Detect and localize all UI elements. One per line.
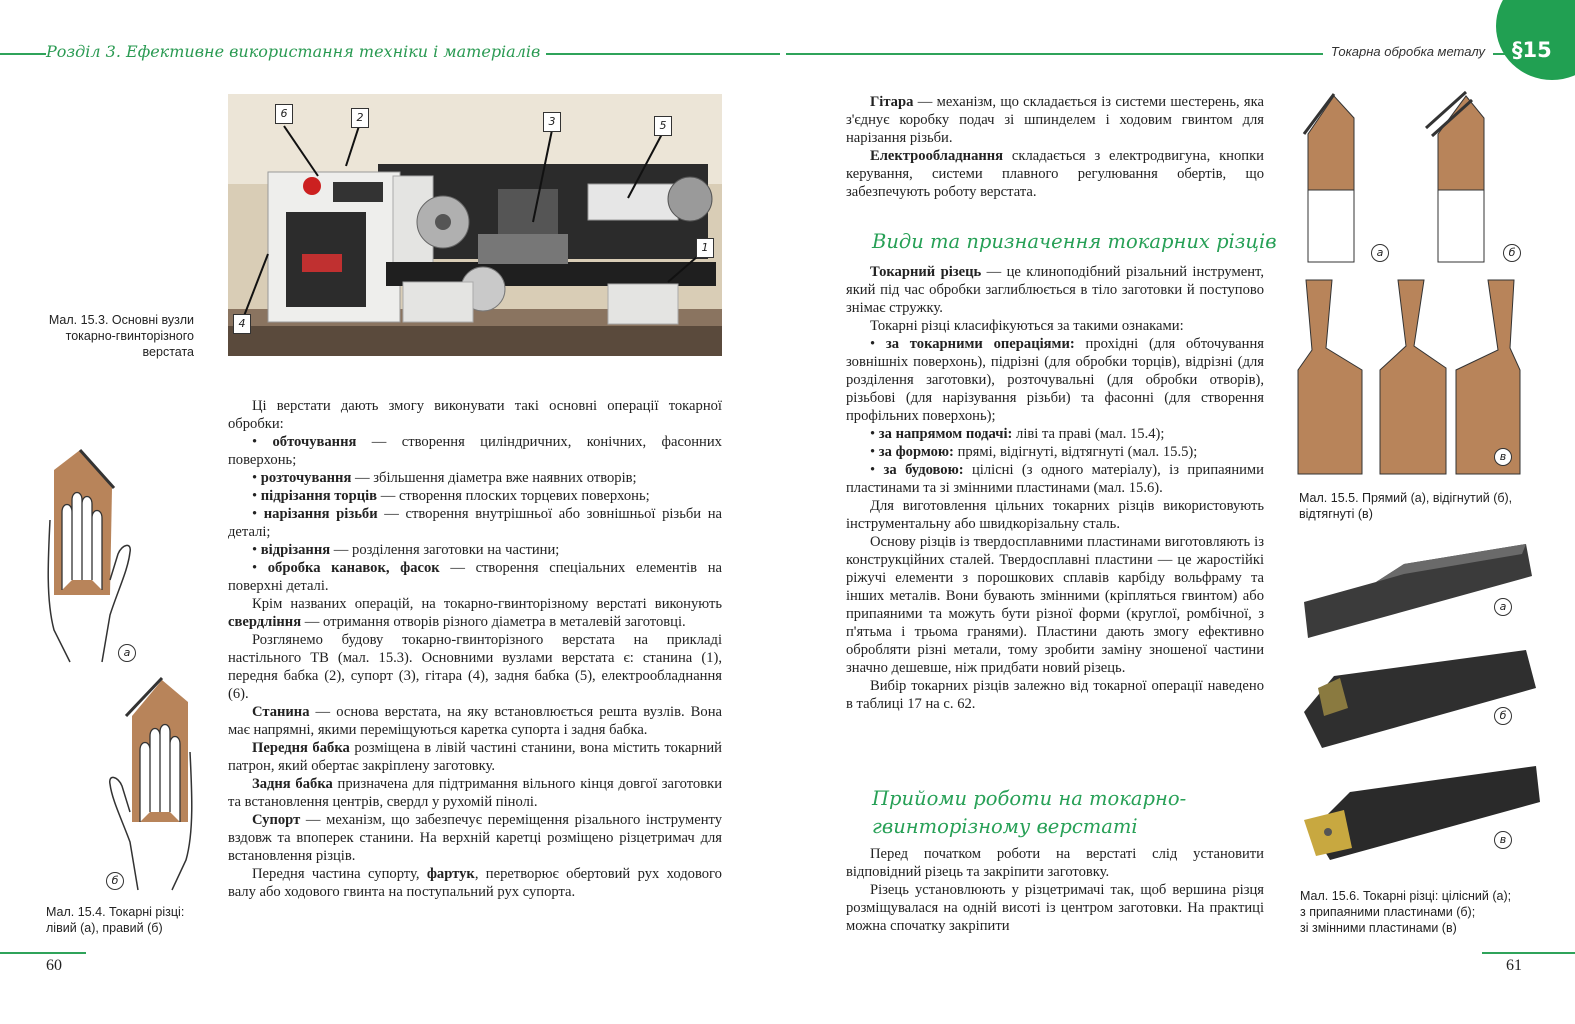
list-item: • за формою: прямі, відігнуті, відтягнуті (мал. 15.5);: [870, 444, 1198, 460]
fig-15-5-label-a: а: [1371, 244, 1389, 262]
fig-15-3-label-6: 6: [275, 104, 293, 124]
left-cutter-hand-illustration: [40, 440, 140, 665]
fig-15-3-label-3: 3: [543, 112, 561, 132]
fig-15-4-label-a: а: [118, 644, 136, 662]
list-item: • нарізання різьби — створення внутрішньої або зовнішньої різьби на деталі;: [228, 506, 723, 540]
list-item: • обточування — створення циліндричних, конічних, фасонних поверхонь;: [228, 434, 722, 468]
fig-15-4-label-b: б: [106, 872, 124, 890]
fig-15-4-caption: Мал. 15.4. Токарні різці: лівий (а), правий (б): [46, 905, 185, 935]
right-cutter-hand-illustration: [106, 672, 202, 892]
paragraph: Ці верстати дають змогу виконувати такі основні операції токарної обробки:: [228, 398, 722, 432]
right-body-text-mid: [846, 263, 1264, 713]
fig-15-6-label-v: в: [1494, 831, 1512, 849]
fig-15-6-label-b: б: [1494, 707, 1512, 725]
paragraph: Основу різців із твердосплавними пластинами виготовляють із конструкційних сталей. Твердосплавні пластини — це жаростійкі ріжучі елементи з порошкових сплавів карбіду вольфраму та інших металів. Вони бувають змінними (кріпляться гвинтом) або припаяними та можуть бути різної форми (круглої, ромбічної, з п'ятьма і трьома гранями). Пластини дають змогу ефективно обробляти різні метали, тому зробити заміну зношеної частини значно дешевше, ніж придбати новий різець.: [846, 534, 1264, 676]
caption-line: відтягнуті (в): [1299, 507, 1373, 521]
paragraph: Перед початком роботи на верстаті слід установити відповідний різець та закріпити заготовку.: [846, 846, 1264, 880]
footer-rule-left: [0, 952, 86, 954]
list-item: • обробка канавок, фасок — створення спеціальних елементів на поверхні деталі.: [228, 560, 722, 594]
paragraph: Для виготовлення цільних токарних різців використовують інструментальну або швидкорізальну сталь.: [846, 498, 1264, 532]
footer-rule-right: [1482, 952, 1575, 954]
paragraph: Крім названих операцій, на токарно-гвинторізному верстаті виконують свердління — отримання отворів різного діаметра в металевій заготовці.: [228, 596, 722, 630]
paragraph: Токарний різець — це клиноподібний різальний інструмент, який під час обробки заглиблюється в тіло заготовки й поступово знімає стружку.: [846, 264, 1264, 316]
cutter-shapes-illustration: [1296, 88, 1528, 476]
fig-15-6-caption: [1300, 888, 1540, 936]
paragraph: Токарні різці класифікуються за такими ознаками:: [870, 318, 1184, 334]
lathe-photo: [228, 94, 722, 356]
fig-15-3-label-5: 5: [654, 116, 672, 136]
list-item: • розточування — збільшення діаметра вже наявних отворів;: [252, 470, 637, 486]
paragraph: Гітара — механізм, що складається із системи шестерень, яка з'єднує коробку подач зі шпинделем і ходовим гвинтом для нарізання різьби.: [846, 94, 1264, 146]
list-item: • за будовою: цілісні (з одного матеріалу), із припаяними пластинами та зі змінними пластинами (мал. 15.6).: [846, 462, 1264, 496]
list-item: • відрізання — розділення заготовки на частини;: [252, 542, 560, 558]
paragraph: Електрообладнання складається з електродвигуна, кнопки керування, системи плавного регулювання обертів, що забезпечують роботу верстата.: [846, 148, 1264, 200]
heading-line: гвинторізному верстаті: [872, 815, 1138, 838]
paragraph: Передня частина супорту, фартук, перетворює обертовий рух ходового валу або ходового гвинта на поступальний рух супорта.: [228, 866, 722, 900]
left-body-text: [228, 397, 722, 901]
fig-15-6-label-a: а: [1494, 598, 1512, 616]
fig-15-5-caption: [1299, 490, 1539, 522]
page-number-right: 61: [1506, 957, 1522, 974]
list-item: • за напрямом подачі: ліві та праві (мал. 15.4);: [870, 426, 1165, 442]
caption-line: Мал. 15.6. Токарні різці: цілісний (а);: [1300, 889, 1512, 903]
topic-title: Токарна обробка металу: [1323, 44, 1493, 59]
list-item: • за токарними операціями: прохідні (для обточування зовнішніх поверхонь), підрізні (для обробки торців), відрізні (для розділення заготовки), розточувальні (для обробки отворів), різьбові (для нарізування різьби) та фасонні (для створення профільних поверхонь);: [846, 336, 1264, 424]
fig-15-3-label-4: 4: [233, 314, 251, 334]
fig-15-3-caption: Мал. 15.3. Основні вузли токарно-гвинторізного верстата: [48, 313, 194, 359]
fig-15-5-label-v: в: [1494, 448, 1512, 466]
section-heading-techniques: [872, 785, 1186, 841]
paragraph: Станина — основа верстата, на яку встановлюється решта вузлів. Вона має напрямні, якими переміщуються каретка супорта і задня бабка.: [228, 704, 722, 738]
section-number: §15: [1512, 38, 1552, 62]
paragraph: Розглянемо будову токарно-гвинторізного верстата на прикладі настільного ТВ (мал. 15.3). Основними вузлами верстата є: станина (1), передня бабка (2), супорт (3), гітара (4), задня бабка (5), електрообладнання (6).: [228, 632, 722, 702]
chapter-title: Розділ 3. Ефективне використання техніки і матеріалів: [46, 42, 546, 61]
paragraph: Задня бабка призначена для підтримання вільного кінця довгої заготовки та встановлення центрів, свердл у рухомій пінолі.: [228, 776, 723, 810]
paragraph: Вибір токарних різців залежно від токарної операції наведено в таблиці 17 на с. 62.: [846, 678, 1264, 712]
paragraph: Супорт — механізм, що забезпечує переміщення різального інструменту вздовж та впоперек станини. На верхній каретці розміщено різцетримач для встановлення різців.: [228, 812, 722, 864]
paragraph: Передня бабка розміщена в лівій частині станини, вона містить токарний патрон, який обертає закріплену заготовку.: [228, 740, 722, 774]
fig-15-3-label-2: 2: [351, 108, 369, 128]
section-heading-cutters: Види та призначення токарних різців: [872, 230, 1277, 253]
fig-15-3-label-1: 1: [696, 238, 714, 258]
lathe-illustration: [228, 94, 722, 356]
paragraph: Різець установлюють у різцетримачі так, щоб вершина різця розміщувалася на одній висоті із центром заготовки. На практиці можна спочатку закріпити: [846, 882, 1264, 934]
fig-15-5-label-b: б: [1503, 244, 1521, 262]
section-badge: [1496, 0, 1575, 80]
caption-line: зі змінними пластинами (в): [1300, 921, 1457, 935]
right-body-text-bottom: [846, 845, 1264, 935]
caption-line: Мал. 15.5. Прямий (а), відігнутий (б),: [1299, 491, 1513, 505]
right-body-text-top: [846, 93, 1264, 201]
list-item: • підрізання торців — створення плоских торцевих поверхонь;: [252, 488, 650, 504]
page-number-left: 60: [46, 957, 62, 974]
caption-line: з припаяними пластинами (б);: [1300, 905, 1476, 919]
heading-line: Прийоми роботи на токарно-: [872, 787, 1187, 810]
